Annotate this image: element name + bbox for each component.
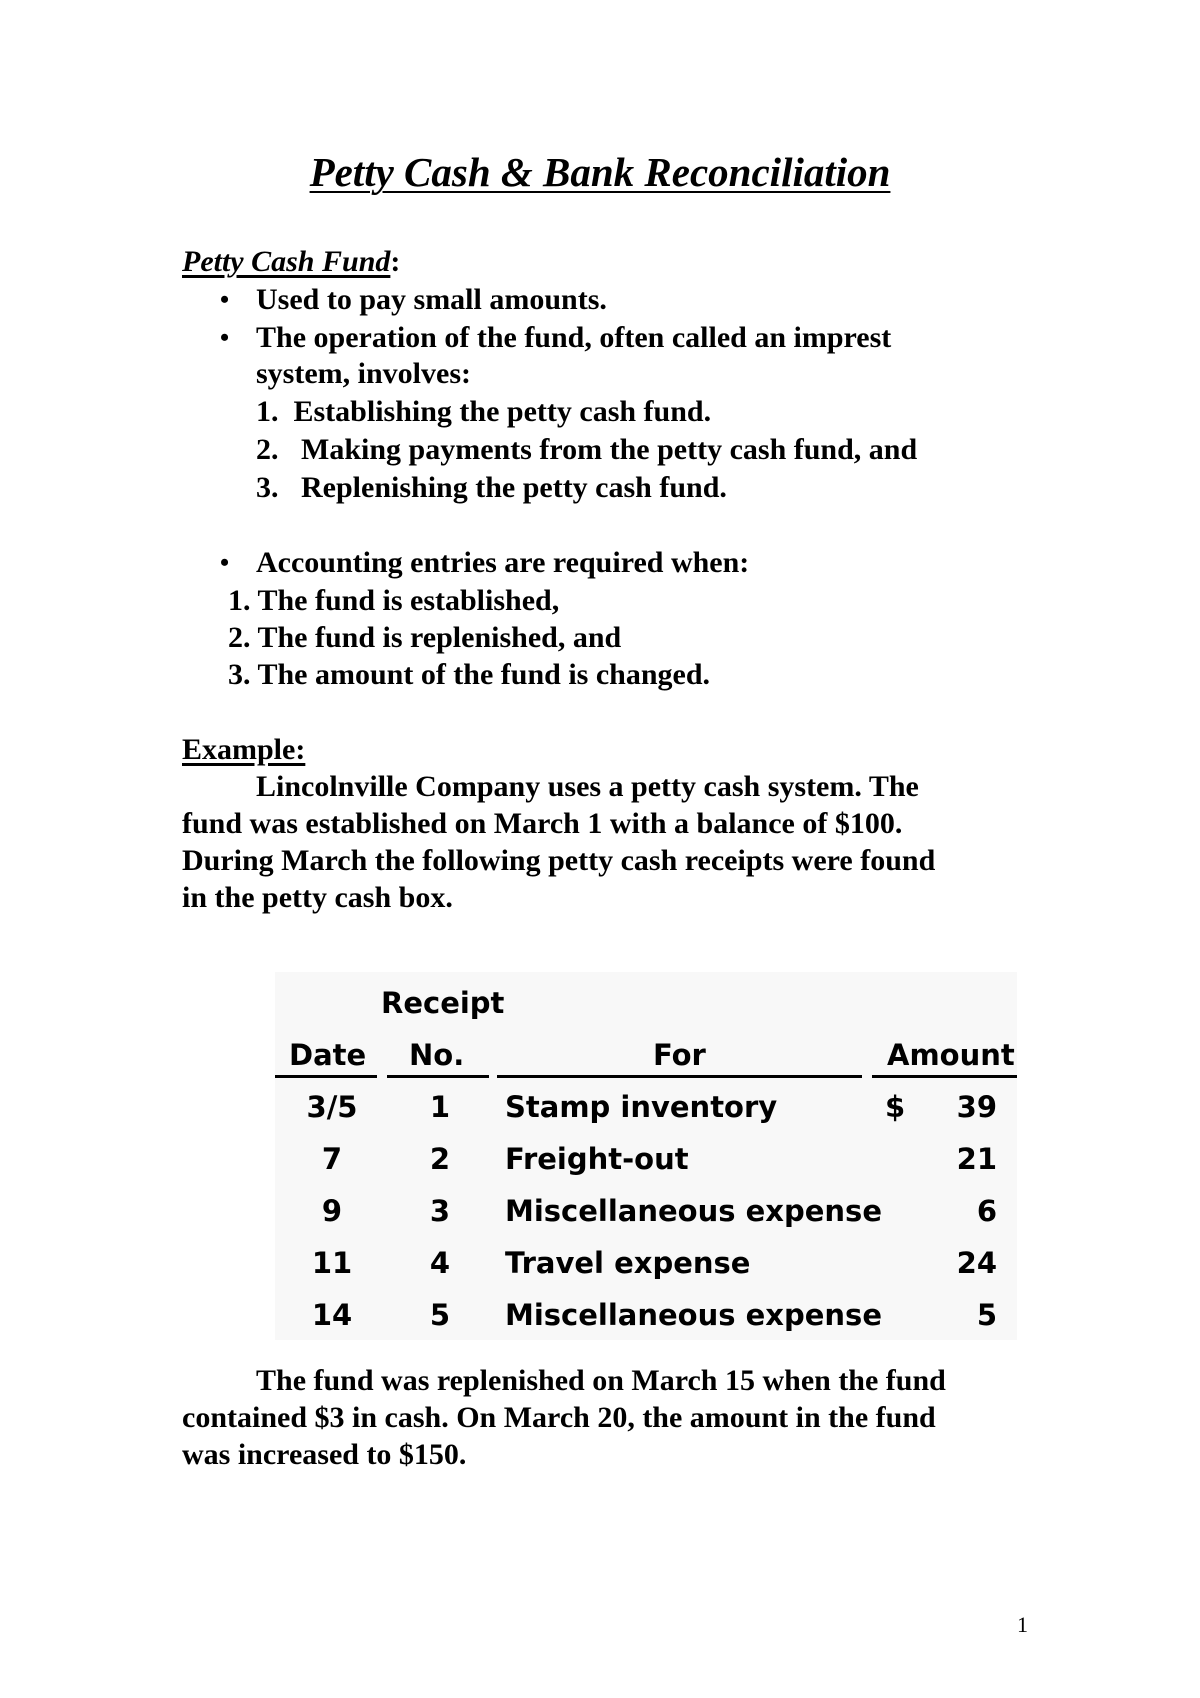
receipts-table (275, 972, 1017, 1340)
header-amount: Amount (887, 1038, 1015, 1072)
section-heading-wrapper (182, 244, 400, 280)
paragraph-line: was increased to $150. (182, 1438, 467, 1471)
cell-for: Stamp inventory (505, 1090, 778, 1124)
bullet-icon: • (220, 323, 230, 352)
step-item: 2. Making payments from the petty cash fund, and (256, 433, 918, 466)
paragraph-line: During March the following petty cash receipts were found (182, 844, 936, 877)
step-item: 3. Replenishing the petty cash fund. (256, 471, 727, 504)
cell-amount: 5 (976, 1298, 997, 1332)
cell-receipt-no: 4 (429, 1246, 451, 1280)
section-heading-colon: : (390, 245, 401, 278)
cell-receipt-no: 1 (429, 1090, 451, 1124)
paragraph-line: fund was established on March 1 with a balance of $100. (182, 807, 903, 840)
bullet-text: The operation of the fund, often called an imprest (256, 321, 892, 354)
bullet-text: Used to pay small amounts. (256, 283, 607, 316)
cell-for: Freight-out (505, 1142, 689, 1176)
header-for: For (653, 1038, 706, 1072)
bullet-icon: • (220, 548, 230, 577)
paragraph-line: contained $3 in cash. On March 20, the amount in the fund (182, 1401, 936, 1434)
cell-receipt-no: 3 (429, 1194, 451, 1228)
paragraph-line: The fund was replenished on March 15 when the fund (256, 1364, 946, 1397)
bullet-text: Accounting entries are required when: (256, 546, 750, 579)
header-underline (872, 1075, 1017, 1078)
example-heading: Example: (182, 733, 306, 766)
header-date: Date (289, 1038, 367, 1072)
header-underline (387, 1075, 489, 1078)
cell-date: 7 (321, 1142, 343, 1176)
header-underline (275, 1075, 377, 1078)
cell-currency: $ (885, 1090, 906, 1124)
header-underline (497, 1075, 862, 1078)
cell-for: Miscellaneous expense (505, 1298, 882, 1332)
cell-date: 3/5 (306, 1090, 358, 1124)
section-heading: Petty Cash Fund (182, 245, 391, 278)
cell-amount: 6 (976, 1194, 997, 1228)
cell-for: Travel expense (505, 1246, 751, 1280)
page-number: 1 (1017, 1612, 1028, 1637)
page-title: Petty Cash & Bank Reconciliation (309, 149, 891, 195)
paragraph-line: in the petty cash box. (182, 881, 453, 914)
cell-date: 14 (311, 1298, 353, 1332)
bullet-text-continued: system, involves: (256, 357, 471, 390)
entry-item: 3. The amount of the fund is changed. (228, 658, 711, 691)
example-closing (182, 1362, 1022, 1473)
bullet-icon: • (220, 285, 230, 314)
cell-amount: 21 (956, 1142, 997, 1176)
paragraph-line: Lincolnville Company uses a petty cash system. The (256, 770, 919, 803)
cell-amount: 39 (956, 1090, 997, 1124)
cell-date: 9 (321, 1194, 343, 1228)
example-intro (182, 768, 1022, 916)
entry-item: 2. The fund is replenished, and (228, 621, 622, 654)
step-item: 1. Establishing the petty cash fund. (256, 395, 712, 428)
cell-date: 11 (311, 1246, 353, 1280)
cell-receipt-no: 5 (429, 1298, 451, 1332)
header-receipt: Receipt (381, 986, 505, 1020)
entry-item: 1. The fund is established, (228, 584, 560, 617)
cell-receipt-no: 2 (429, 1142, 451, 1176)
cell-amount: 24 (956, 1246, 997, 1280)
cell-for: Miscellaneous expense (505, 1194, 882, 1228)
header-receipt-no: No. (409, 1038, 465, 1072)
